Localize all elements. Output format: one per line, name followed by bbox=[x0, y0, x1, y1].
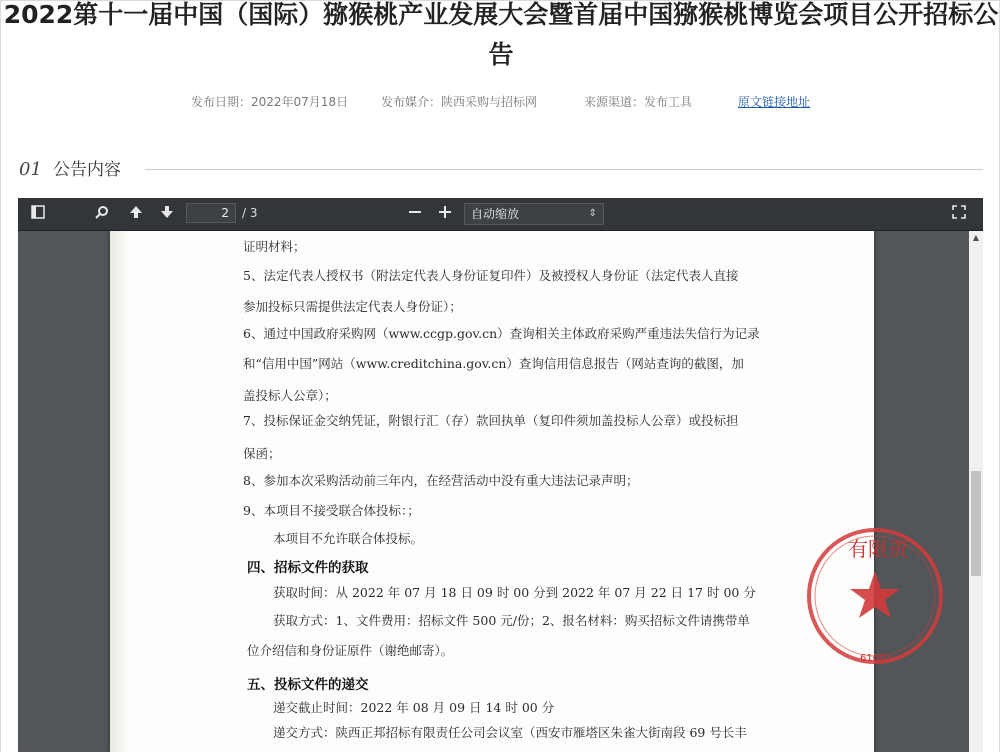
section-label: 公告内容 bbox=[53, 160, 121, 180]
page-title: 2022第十一届中国（国际）猕猴桃产业发展大会暨首届中国猕猴桃博览会项目公开招标公告 bbox=[3, 0, 999, 69]
zoom-select[interactable] bbox=[464, 203, 604, 225]
zoom-value: 自动缩放 bbox=[471, 207, 520, 221]
page-number-input[interactable]: 2 bbox=[186, 203, 236, 223]
doc-line: 获取时间：从 2022 年 07 月 18 日 09 时 00 分到 2022 年 07 月 22 日 17 时 00 分 bbox=[273, 585, 756, 600]
section-header bbox=[19, 155, 121, 183]
scan-edge-shading bbox=[110, 231, 128, 752]
scroll-thumb[interactable] bbox=[971, 471, 981, 576]
pdf-scrollbar[interactable] bbox=[969, 231, 983, 752]
pdf-page bbox=[110, 231, 908, 752]
up-arrow-icon[interactable] bbox=[125, 203, 147, 225]
publish-source: 来源渠道：发布工具 bbox=[584, 95, 693, 109]
publish-meta bbox=[1, 93, 1000, 113]
doc-line: 保函； bbox=[243, 446, 281, 461]
zoom-out-icon[interactable] bbox=[404, 203, 426, 225]
doc-line: 递交方式：陕西正邦招标有限责任公司会议室（西安市雁塔区朱雀大街南段 69 号长丰 bbox=[273, 725, 747, 740]
company-seal bbox=[800, 521, 950, 671]
doc-line: 递交截止时间：2022 年 08 月 09 日 14 时 00 分 bbox=[273, 700, 555, 715]
sidebar-toggle-icon[interactable] bbox=[27, 203, 49, 225]
fullscreen-icon[interactable] bbox=[948, 203, 970, 225]
doc-line: 和“信用中国”网站（www.creditchina.gov.cn）查询信用信息报告（网站查询的截图，加 bbox=[243, 356, 744, 371]
page-total: / 3 bbox=[242, 206, 258, 220]
publish-date: 发布日期：2022年07月18日 bbox=[191, 95, 349, 109]
doc-line: 7、投标保证金交纳凭证，附银行汇（存）款回执单（复印件须加盖投标人公章）或投标担 bbox=[243, 413, 739, 428]
doc-line: 5、法定代表人授权书（附法定代表人身份证复印件）及被授权人身份证（法定代表人直接 bbox=[243, 268, 739, 283]
seal-code: 61001 bbox=[860, 653, 892, 664]
doc-heading: 四、招标文件的获取 bbox=[247, 560, 369, 576]
zoom-in-icon[interactable] bbox=[434, 203, 456, 225]
original-link[interactable]: 原文链接地址 bbox=[738, 95, 811, 109]
pdf-document-area[interactable] bbox=[18, 231, 969, 752]
select-arrows-icon: ⇕ bbox=[588, 208, 597, 219]
doc-line: 位介绍信和身份证原件（谢绝邮寄）。 bbox=[247, 643, 454, 658]
doc-line: 盖投标人公章）； bbox=[243, 388, 337, 403]
doc-line: 参加投标只需提供法定代表人身份证）； bbox=[243, 299, 462, 314]
search-icon[interactable] bbox=[91, 203, 113, 225]
doc-line: 本项目不允许联合体投标。 bbox=[273, 531, 424, 546]
doc-line: 证明材料； bbox=[243, 239, 306, 254]
section-number: 01 bbox=[19, 159, 42, 180]
doc-line: 8、参加本次采购活动前三年内，在经营活动中没有重大违法记录声明； bbox=[243, 473, 639, 488]
pdf-viewer bbox=[18, 198, 983, 752]
seal-text: 有限责 bbox=[848, 537, 908, 561]
doc-line: 获取方式：1、文件费用：招标文件 500 元/份；2、报名材料：购买招标文件请携带单 bbox=[273, 613, 750, 628]
doc-heading: 五、投标文件的递交 bbox=[247, 677, 369, 693]
down-arrow-icon[interactable] bbox=[156, 203, 178, 225]
doc-line: 9、本项目不接受联合体投标：； bbox=[243, 503, 420, 518]
publish-media: 发布媒介：陕西采购与招标网 bbox=[381, 95, 538, 109]
scroll-up-icon[interactable]: ▲ bbox=[972, 233, 980, 242]
section-divider bbox=[145, 169, 983, 170]
doc-line: 6、通过中国政府采购网（www.ccgp.gov.cn）查询相关主体政府采购严重违法失信行为记录 bbox=[243, 326, 760, 341]
pdf-toolbar bbox=[18, 198, 983, 231]
